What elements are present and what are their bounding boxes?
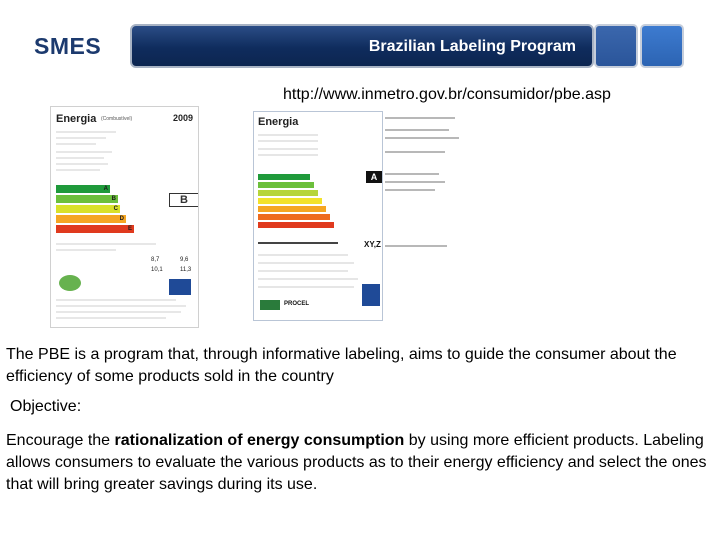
note-line xyxy=(385,181,445,183)
label-line xyxy=(56,163,108,165)
label-line xyxy=(258,154,318,156)
label-line xyxy=(258,242,338,244)
decor-square-1 xyxy=(594,24,638,68)
note-line xyxy=(385,137,459,139)
grade-bar-a: A xyxy=(56,185,110,193)
inmetro-logo xyxy=(362,284,380,306)
label-line xyxy=(258,148,318,150)
label-line xyxy=(258,278,358,280)
grade-bar-e xyxy=(258,206,326,212)
grade-indicator-a: A xyxy=(366,171,382,183)
label-line xyxy=(56,131,116,133)
inmetro-logo xyxy=(169,279,191,295)
note-line xyxy=(385,189,435,191)
energy-label-image-right xyxy=(253,111,383,321)
grade-bar-b xyxy=(258,182,314,188)
procel-logo xyxy=(260,300,280,310)
label-line xyxy=(56,137,106,139)
label-line xyxy=(258,140,318,142)
label-line xyxy=(258,270,348,272)
label-line xyxy=(56,143,96,145)
note-line xyxy=(385,173,439,175)
label-line xyxy=(56,311,181,313)
grade-bar-c xyxy=(258,190,318,196)
energy-label-image-left: Energia (Combustível) 2009 A B C D E B 8,7 9,6 10,1 11,3 xyxy=(50,106,199,328)
grade-bar-a xyxy=(258,174,310,180)
grade-bar-f xyxy=(258,214,330,220)
label-line xyxy=(258,286,354,288)
note-line xyxy=(385,151,445,153)
conpet-logo xyxy=(59,275,81,291)
banner-title: Brazilian Labeling Program xyxy=(368,38,576,55)
label-right-title: Energia xyxy=(258,116,299,128)
label-line xyxy=(56,249,116,251)
pbe-description: The PBE is a program that, through informative labeling, aims to guide the consumer about the efficiency of some products sold in the country xyxy=(6,346,677,385)
grade-bar-d: D xyxy=(56,215,126,223)
grade-indicator-b: B xyxy=(169,193,199,207)
objective-text xyxy=(6,430,718,496)
note-line xyxy=(385,117,455,119)
label-line xyxy=(56,157,104,159)
objective-text-end: by using more efficient products. Labeling allows consumers to evaluate the various products as to their energy efficiency and select the ones that will bring greater savings during its use. xyxy=(6,432,707,493)
program-url[interactable]: http://www.inmetro.gov.br/consumidor/pbe.asp xyxy=(283,86,611,103)
label-line xyxy=(56,305,186,307)
title-banner xyxy=(130,24,594,68)
label-left-year: 2009 xyxy=(172,113,193,123)
label-line xyxy=(258,254,348,256)
procel-text: PROCEL xyxy=(284,301,310,307)
grade-bar-d xyxy=(258,198,322,204)
label-line xyxy=(56,299,176,301)
label-notes xyxy=(385,111,465,271)
decor-square-2 xyxy=(640,24,684,68)
objective-text-start: Encourage the xyxy=(6,432,115,449)
grade-bar-e: E xyxy=(56,225,134,233)
note-line xyxy=(385,129,449,131)
label-line xyxy=(56,317,166,319)
smes-logo: SMES xyxy=(34,33,102,59)
label-line xyxy=(56,169,100,171)
label-line xyxy=(56,243,156,245)
label-left-subtitle: (Combustível) xyxy=(101,116,133,122)
label-line xyxy=(258,134,318,136)
grade-bar-g xyxy=(258,222,334,228)
objective-heading: Objective: xyxy=(10,398,82,415)
label-line xyxy=(258,262,354,264)
grade-bar-c: C xyxy=(56,205,120,213)
label-line xyxy=(56,151,112,153)
grade-bar-b: B xyxy=(56,195,118,203)
label-left-title: Energia xyxy=(56,113,97,125)
note-line xyxy=(385,245,447,247)
objective-text-emphasis: rationalization of energy consumption xyxy=(114,432,405,449)
label-right-value: XY,Z xyxy=(364,240,381,249)
